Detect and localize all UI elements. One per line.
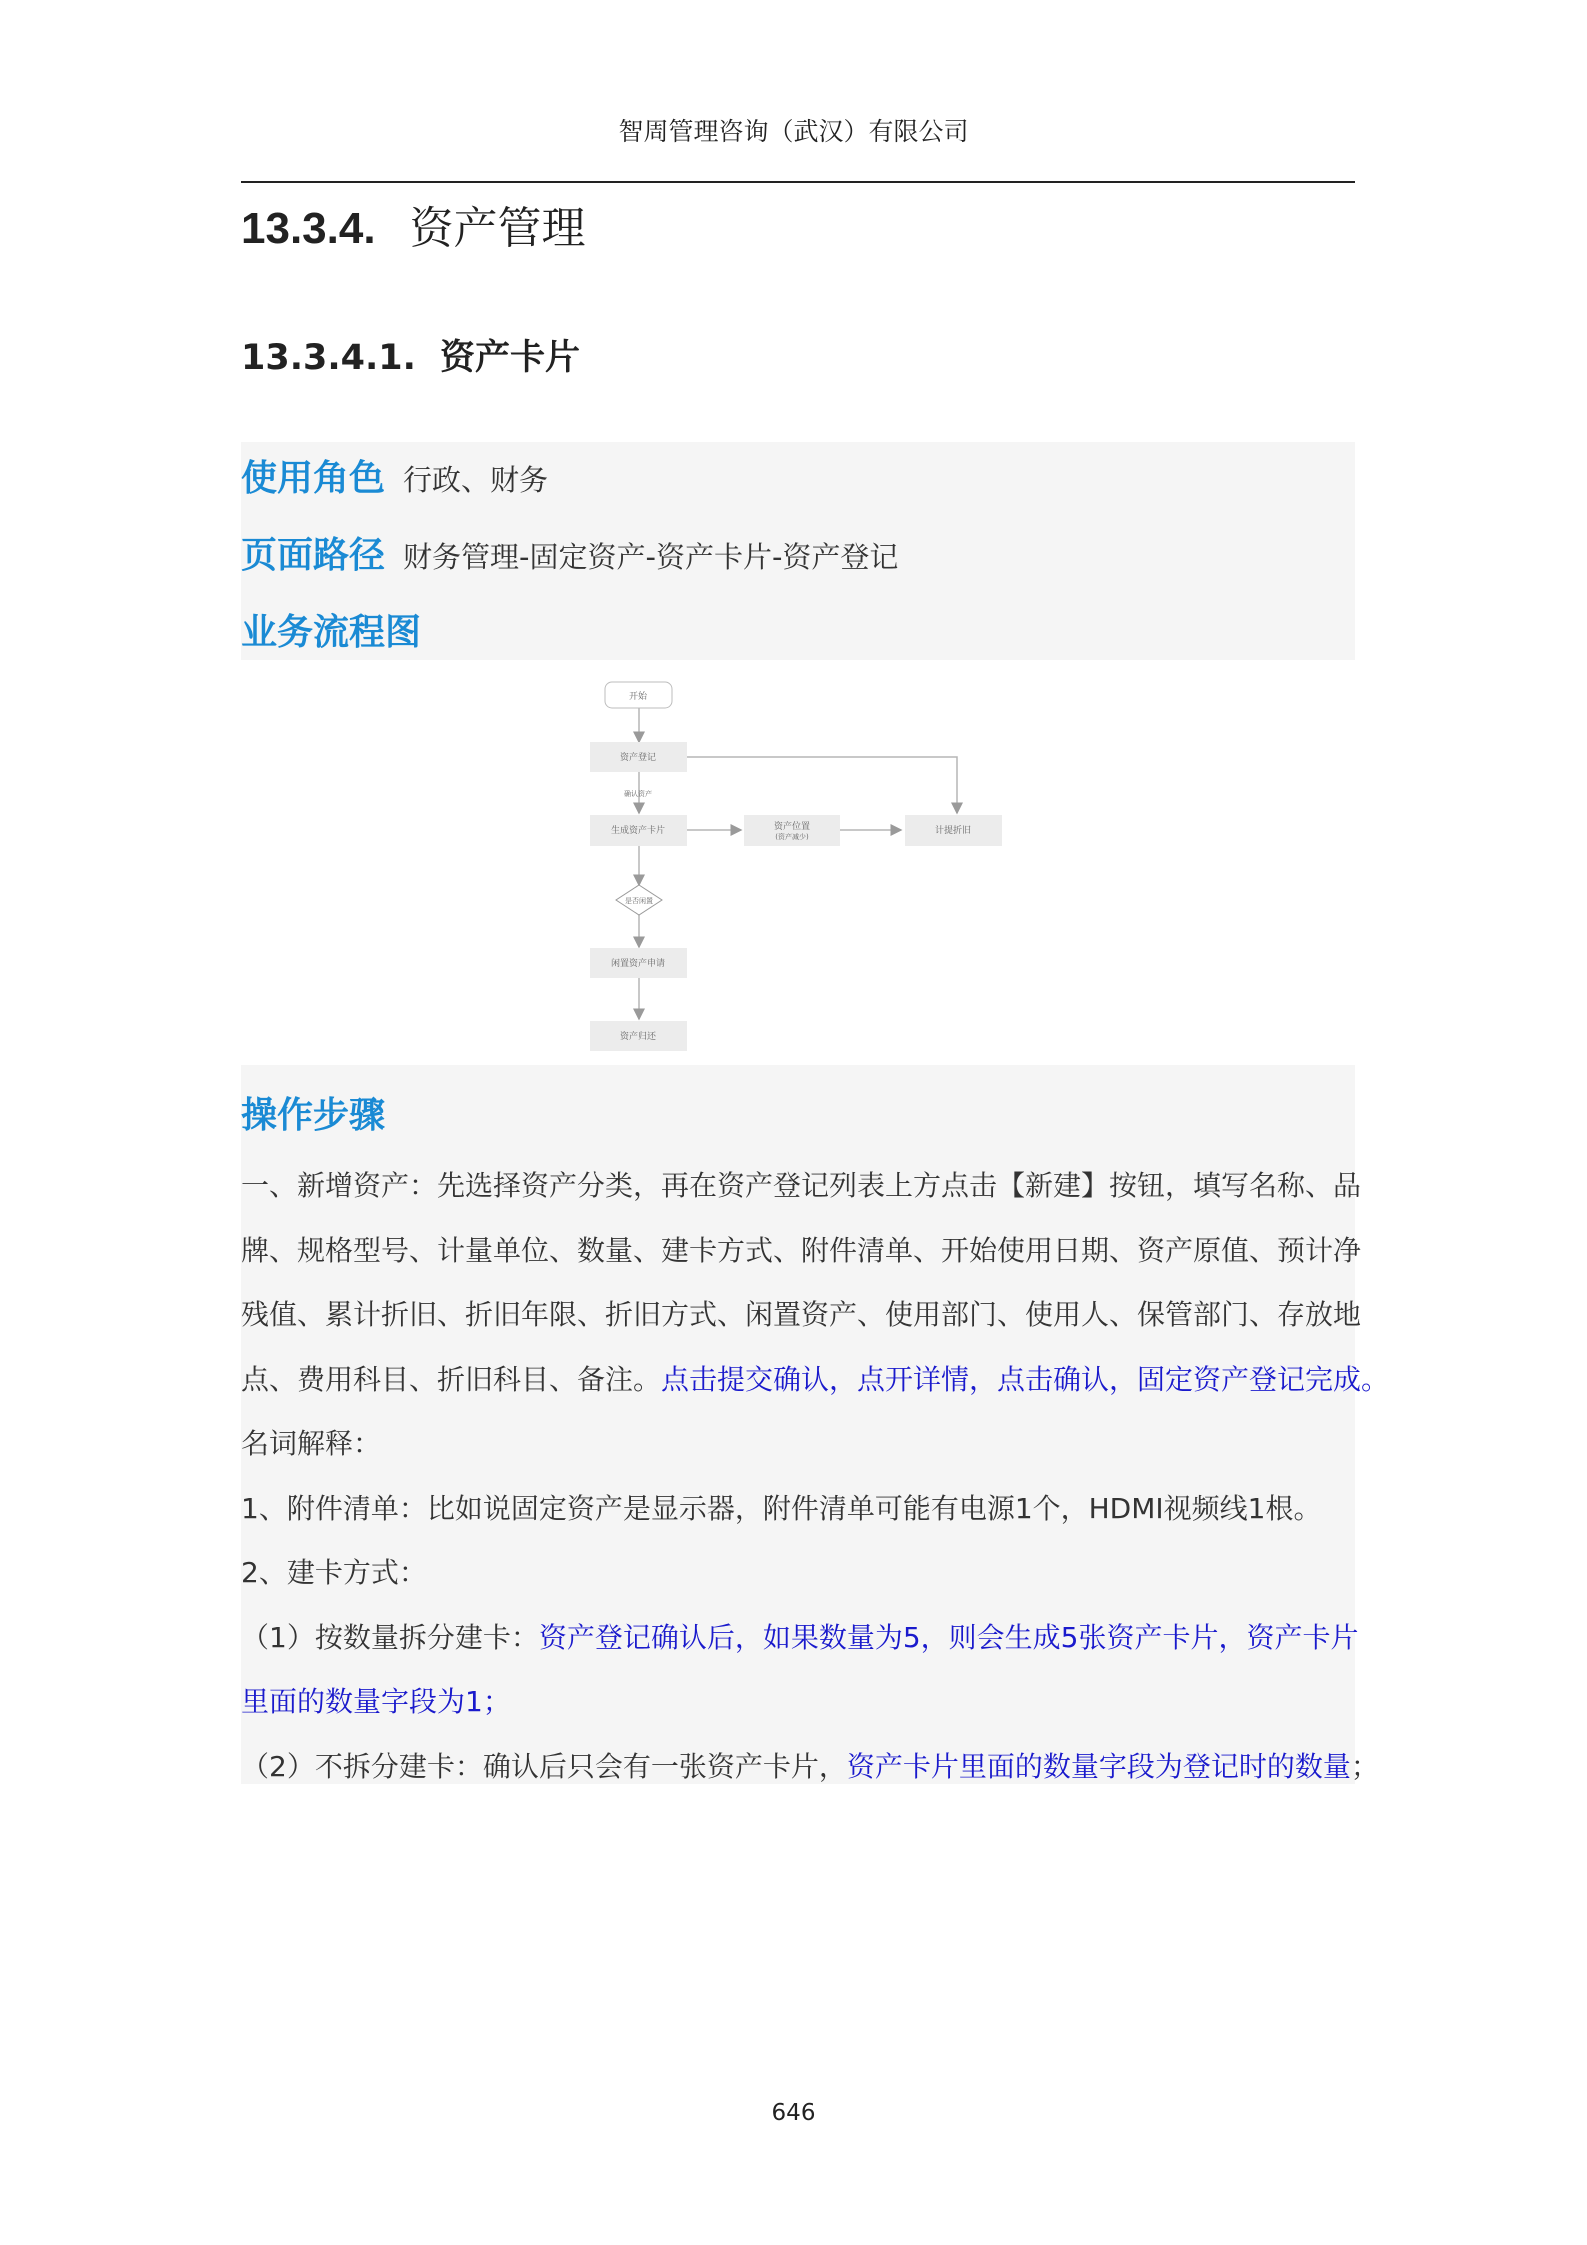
subsection-title: 资产卡片 [439, 338, 580, 378]
path-label: 页面路径 [241, 535, 386, 576]
role-value: 行政、财务 [403, 463, 549, 497]
term-split-line1 [241, 1616, 1358, 1656]
path-value: 财务管理-固定资产-资产卡片-资产登记 [403, 540, 899, 574]
term-nosplit-highlight: 资产卡片里面的数量字段为登记时的数量 [846, 1750, 1351, 1783]
flow-label-return: 资产归还 [619, 1032, 657, 1042]
step1-line4-plain: 点、费用科目、折旧科目、备注。 [241, 1363, 662, 1396]
term-split-highlight: 资产登记确认后，如果数量为5，则会生成5张资产卡片，资产卡片 [538, 1621, 1359, 1654]
header-rule [241, 181, 1355, 183]
terms-title: 名词解释： [241, 1427, 382, 1460]
flow-label-start: 开始 [628, 692, 648, 702]
flow-title: 业务流程图 [241, 612, 422, 653]
term-attachments: 1、附件清单：比如说固定资产是显示器，附件清单可能有电源1个，HDMI视频线1根。 [241, 1492, 1322, 1525]
steps-title: 操作步骤 [241, 1095, 386, 1136]
flow-label-confirm: 确认资产 [624, 790, 652, 798]
term-nosplit-end: ； [1350, 1750, 1379, 1783]
flow-label-register: 资产登记 [619, 753, 657, 763]
flow-label-location-sub: (资产减少) [775, 833, 809, 841]
step1-line4 [241, 1358, 1389, 1398]
step1-line2: 牌、规格型号、计量单位、数量、建卡方式、附件清单、开始使用日期、资产原值、预计净 [241, 1234, 1362, 1267]
flow-label-decision: 是否闲置 [625, 897, 653, 905]
flow-label-idle-apply: 闲置资产申请 [610, 959, 666, 969]
step1-line4-highlight: 点击提交确认，点开详情，点击确认，固定资产登记完成。 [661, 1363, 1390, 1396]
term-nosplit-line [241, 1745, 1379, 1785]
term-split-plain: （1）按数量拆分建卡： [241, 1621, 539, 1654]
section-title: 资产管理 [409, 203, 586, 254]
role-label: 使用角色 [241, 458, 386, 499]
flow-label-generate: 生成资产卡片 [610, 826, 666, 836]
subsection-heading [241, 330, 580, 380]
subsection-number: 13.3.4.1. [241, 338, 416, 378]
flow-label-depreciation: 计提折旧 [934, 826, 972, 836]
term-card-method: 2、建卡方式： [241, 1556, 427, 1589]
step1-line1: 一、新增资产：先选择资产分类，再在资产登记列表上方点击【新建】按钮，填写名称、品 [241, 1169, 1362, 1202]
page-header-company: 智周管理咨询（武汉）有限公司 [618, 117, 969, 146]
flow-panel [241, 660, 1355, 1065]
flowchart [241, 660, 1355, 1065]
section-number: 13.3.4. [241, 204, 376, 253]
page-number: 646 [771, 2100, 816, 2126]
term-nosplit-plain: （2）不拆分建卡：确认后只会有一张资产卡片， [241, 1750, 847, 1783]
step1-line3: 残值、累计折旧、折旧年限、折旧方式、闲置资产、使用部门、使用人、保管部门、存放地 [241, 1298, 1362, 1331]
flow-label-location: 资产位置 [773, 822, 811, 832]
term-split-line2: 里面的数量字段为1； [241, 1685, 511, 1718]
role-row [241, 450, 548, 501]
section-heading [241, 192, 586, 256]
path-row [241, 527, 898, 578]
